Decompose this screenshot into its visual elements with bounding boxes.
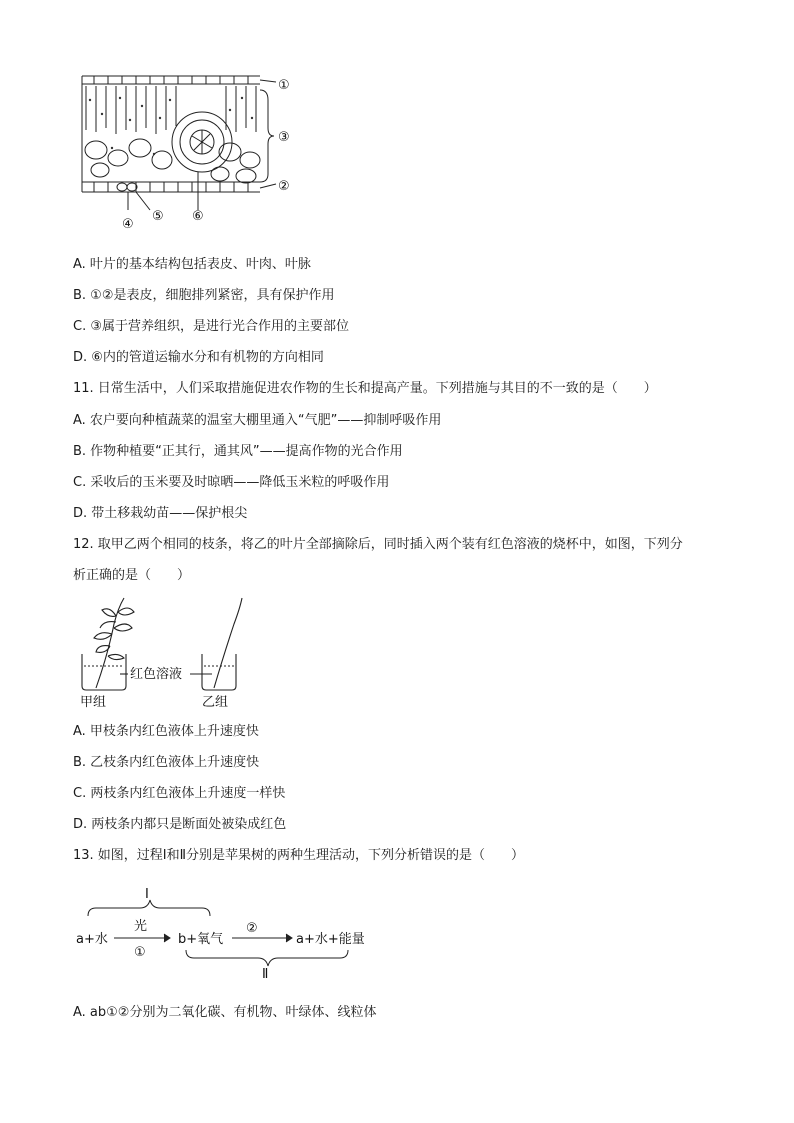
q10-option-a: A. 叶片的基本结构包括表皮、叶肉、叶脉 bbox=[73, 257, 311, 272]
q12-option-b: B. 乙枝条内红色液体上升速度快 bbox=[73, 755, 260, 770]
branch-experiment-figure bbox=[74, 594, 254, 712]
leaf-label-5: ⑤ bbox=[152, 209, 164, 224]
q10-option-d: D. ⑥内的管道运输水分和有机物的方向相同 bbox=[73, 350, 324, 365]
q11-stem: 11. 日常生活中，人们采取措施促进农作物的生长和提高产量。下列措施与其目的不一致的是（ ） bbox=[73, 381, 657, 396]
q12-option-a: A. 甲枝条内红色液体上升速度快 bbox=[73, 724, 259, 739]
solution-label: 红色溶液 bbox=[130, 667, 183, 682]
q12-stem-line1: 12. 取甲乙两个相同的枝条，将乙的叶片全部摘除后，同时插入两个装有红色溶液的烧杯中，如图，下列分 bbox=[73, 537, 683, 552]
leaf-label-2: ② bbox=[278, 179, 290, 194]
leaf-label-3: ③ bbox=[278, 130, 290, 145]
q11-option-c: C. 采收后的玉米要及时晾晒——降低玉米粒的呼吸作用 bbox=[73, 475, 390, 490]
q13-stem: 13. 如图，过程Ⅰ和Ⅱ分别是苹果树的两种生理活动，下列分析错误的是（ ） bbox=[73, 848, 525, 863]
q11-option-a: A. 农户要向种植蔬菜的温室大棚里通入“气肥”——抑制呼吸作用 bbox=[73, 413, 442, 428]
group-b-label: 乙组 bbox=[202, 695, 229, 710]
q10-option-c: C. ③属于营养组织，是进行光合作用的主要部位 bbox=[73, 319, 349, 334]
process-2-label: Ⅱ bbox=[262, 967, 269, 982]
right-expression: a+水+能量 bbox=[296, 932, 365, 947]
process-1-label: Ⅰ bbox=[145, 887, 149, 902]
step-1-label: ① bbox=[134, 945, 146, 960]
q12-option-c: C. 两枝条内红色液体上升速度一样快 bbox=[73, 786, 286, 801]
q11-option-d: D. 带土移栽幼苗——保护根尖 bbox=[73, 506, 248, 521]
left-expression: a+水 bbox=[76, 932, 108, 947]
q12-stem-line2: 析正确的是（ ） bbox=[73, 568, 191, 583]
leaf-label-6: ⑥ bbox=[192, 209, 204, 224]
leaf-cross-section-figure bbox=[70, 70, 310, 240]
q12-option-d: D. 两枝条内都只是断面处被染成红色 bbox=[73, 817, 287, 832]
leaf-label-4: ④ bbox=[122, 217, 134, 232]
middle-expression: b+氧气 bbox=[178, 932, 224, 947]
process-diagram-figure bbox=[70, 886, 380, 982]
q11-option-b: B. 作物种植要“正其行，通其风”——提高作物的光合作用 bbox=[73, 444, 403, 459]
group-a-label: 甲组 bbox=[80, 695, 107, 710]
step-2-label: ② bbox=[246, 921, 258, 936]
q10-option-b: B. ①②是表皮，细胞排列紧密，具有保护作用 bbox=[73, 288, 335, 303]
q13-option-a: A. ab①②分别为二氧化碳、有机物、叶绿体、线粒体 bbox=[73, 1005, 377, 1020]
leaf-label-1: ① bbox=[278, 78, 290, 93]
light-label: 光 bbox=[134, 919, 148, 934]
